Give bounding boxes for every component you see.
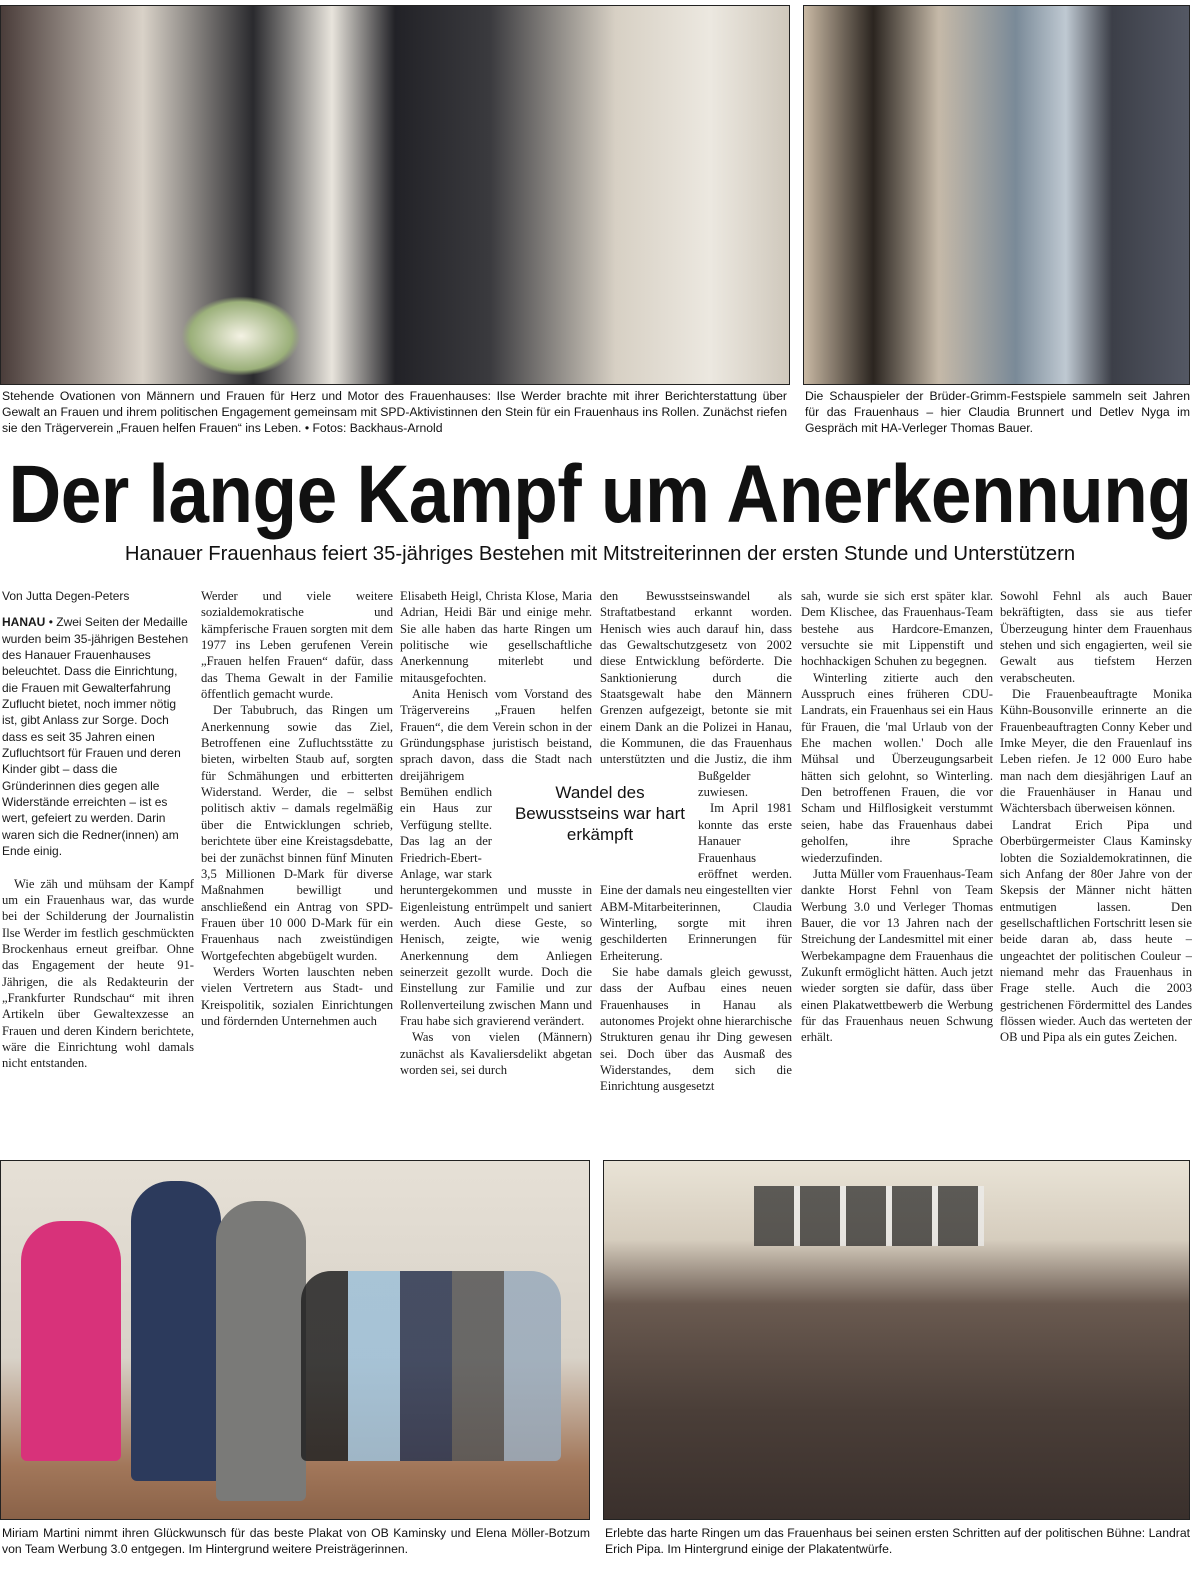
subheadline: Hanauer Frauenhaus feiert 35-jähriges Bestehen mit Mitstreiterinnen der ersten Stunde und Unterstützern (124, 543, 1076, 565)
body-paragraph: Der Tabubruch, das Ringen um Anerkennung sowie das Ziel, Betroffenen eine Zufluchtsstätte zu bieten, wirbelten Staub auf, sorgten für Schmähungen und erbitterten Widerstand. Werder, die – selbst politisch aktiv – damals regelmäßig über die Entwicklungen schrieb, berichtete über eine Kreistagsdebatte, bei der zunächst binnen fünf Minuten 3,5 Millionen D-Mark für diverse Maßnahmen bewilligt und anschließend ein Antrag von SPD-Frauen über 10 000 D-Mark für ein Frauenhaus nach zweistündigen Wortgefechten abgebügelt wurden. (201, 703, 393, 963)
body-paragraph: Elisabeth Heigl, Christa Klose, Maria Adrian, Heidi Bär und einige mehr. Sie alle haben das harte Ringen um politische wie gesellschaftliche Anerkennung miterlebt und mitausgefochten. (400, 589, 592, 685)
article-column-3 (400, 588, 592, 1148)
body-paragraph: Jutta Müller vom Frauenhaus-Team dankte Horst Fehnl von Team Werbung 3.0 und Verleger Thomas Bauer, die vor 13 Jahren nach der Streichung der Landesmittel mit einer Werbekampagne dem Frauenhaus die Zukunft ermöglicht hätten. Auch jetzt wieder sorgten sie dafür, dass über einen Plakatwettbewerb die Werbung für das Frauenhaus neuen Schwung erhält. (801, 866, 993, 1045)
photo-actors-conversation (803, 5, 1190, 385)
caption-top-left: Stehende Ovationen von Männern und Frauen für Herz und Motor des Frauenhauses: Ilse Werder brachte mit ihrer Berichterstattung über Gewalt an Frauen und ihrem politischen Engagement gemeinsam mit SPD-Aktivistinnen den Stein für ein Frauenhaus ins Rollen. Zunächst riefen sie den Trägerverein „Frauen helfen Frauen“ ins Leben. • Fotos: Backhaus-Arnold (2, 389, 787, 435)
caption-bottom-right: Erlebte das harte Ringen um das Frauenhaus bei seinen ersten Schritten auf der politischen Bühne: Landrat Erich Pipa. Im Hintergrund einige der Plakatentwürfe. (605, 1526, 1190, 1556)
article-column-2 (201, 588, 393, 1148)
pull-quote: Wandel des Bewusstseins war hart erkämpft (512, 782, 688, 845)
body-paragraph: Was von vielen (Männern) zunächst als Kavaliersdelikt abgetan worden sei, sei durch (400, 1030, 592, 1077)
caption-bottom-left: Miriam Martini nimmt ihren Glückwunsch für das beste Plakat von OB Kaminsky und Elena Möller-Botzum von Team Werbung 3.0 entgegen. Im Hintergrund weitere Preisträgerinnen. (2, 1526, 590, 1556)
byline: Von Jutta Degen-Peters (2, 589, 130, 603)
body-paragraph: sah, wurde sie sich erst später klar. Dem Klischee, das Frauenhaus-Team bestehe aus Hardcore-Emanzen, versuchte sie mit Lippenstift und hochhackigen Schuhen zu begegnen. (801, 589, 993, 669)
body-paragraph: Sowohl Fehnl als auch Bauer bekräftigten, dass sie aus tiefer Überzeugung hinter dem Frauenhaus stehen und sich engagierten, weil sie Gewalt aus tiefstem Herzen verabscheuten. (1000, 589, 1192, 685)
article-column-4 (600, 588, 792, 1148)
body-paragraph: Werder und viele weitere sozialdemokratische und kämpferische Frauen sorgten mit dem 1977 ins Leben gerufenen Verein „Frauen helfen Frauen“ dafür, dass das Thema Gewalt in der Familie öffentlich gemacht wurde. (201, 589, 393, 702)
article-column-5 (801, 588, 993, 1148)
body-paragraph: Landrat Erich Pipa und Oberbürgermeister Claus Kaminsky lobten die Sozialdemokratinnen, die sich Anfang der 80er Jahre von der Skepsis der Männer nicht hätten entmutigen lassen. Den gesellschaftlichen Fortschritt lesen sie beide daran ab, dass heute – ungeachtet der politischen Couleur – niemand mehr das Frauenhaus in Frage stelle. Auch die 2003 gestrichenen Fördermittel des Landes flössen wieder. Auch das werteten der OB und Pipa als ein gutes Zeichen. (1000, 817, 1192, 1045)
article-column-1 (2, 588, 194, 1148)
photo-audience-speech (603, 1160, 1190, 1520)
article-column-6 (1000, 588, 1192, 1148)
body-paragraph: Im April 1981 konnte das erste Hanauer Frauenhaus eröffnet werden. Eine der damals neu eingestellten vier ABM-Mitarbeiterinnen, Claudia Winterling, sorgte mit ihren geschilderten Erinnerungen für Erheiterung. (600, 801, 792, 963)
body-paragraph: Werders Worten lauschten neben vielen Vertretern aus Stadt- und Kreispolitik, sozialen Einrichtungen und fördernden Unternehmen auch (201, 964, 393, 1028)
photo-poster-award (0, 1160, 590, 1520)
lead-paragraph (2, 614, 194, 859)
headline: Der lange Kampf um Anerkennung (8, 449, 1192, 540)
body-paragraph: Sie habe damals gleich gewusst, dass der Aufbau eines neuen Frauenhauses in Hanau als autonomes Projekt ohne hierarchische Strukturen genau ihr Ding gewesen sei. Doch über das Ausmaß des Widerstandes, dem sich die Einrichtung ausgesetzt (600, 964, 792, 1094)
body-paragraph: Winterling zitierte auch den Ausspruch eines früheren CDU-Landrats, ein Frauenhaus sei ein Haus für Frauen, die 'mal Urlaub von der Ehe machen wollen.' Doch alle Mühsal und Überzeugungsarbeit hätten sich gelohnt, so Winterling. Den betroffenen Frauen, die vor Scham und Hilflosigkeit verstummt seien, habe das Frauenhaus dabei geholfen, ihre Sprache wiederzufinden. (801, 670, 993, 865)
dateline-separator: • (48, 615, 53, 630)
photo-standing-ovation (0, 5, 790, 385)
caption-top-right: Die Schauspieler der Brüder-Grimm-Festspiele sammeln seit Jahren für das Frauenhaus – hier Claudia Brunnert und Detlev Nyga im Gespräch mit HA-Verleger Thomas Bauer. (805, 389, 1190, 435)
body-paragraph: den Bewusstseinswandel als Straftatbestand erkannt worden. Henisch wies auch darauf hin, dass das Gewaltschutzgesetz von 2002 diese Entwicklung beförderte. Die Sanktionierung durch die Staatsgewalt habe den Männern Grenzen aufgezeigt, betonte sie mit einem Dank an die Polizei in Hanau, die Kommunen, die das Frauenhaus unterstützten und die Justiz, die ihm Bußgelder zuwiesen. (600, 589, 792, 800)
dateline: HANAU (2, 615, 46, 630)
body-paragraph: Anita Henisch vom Vorstand des Trägervereins „Frauen helfen Frauen“, die dem Verein schon in der Gründungsphase juristisch beistand, sprach davon, dass die Stadt nach dreijährigem Bemühen endlich ein Haus zur Verfügung stellte. Das lag an der Friedrich-Ebert-Anlage, war stark heruntergekommen und musste in Eigenleistung entrümpelt und saniert werden. Auch diese Geste, so Henisch, zeigte, wie wenig Anerkennung dem Anliegen seinerzeit gezollt wurde. Doch die Einstellung zur Familie und zur Rollenverteilung zwischen Mann und Frau habe sich gravierend verändert. (400, 687, 592, 1028)
body-paragraph: Wie zäh und mühsam der Kampf um ein Frauenhaus war, das wurde bei der Schilderung der Journalistin Ilse Werder im festlich geschmückten Brockenhaus erneut greifbar. Ohne das Engagement der heute 91-Jährigen, die als Redakteurin der „Frankfurter Rundschau“ mit ihren Artikeln über Gewaltexzesse an Frauen und deren Kindern berichtete, wäre die Einrichtung wohl damals nicht entstanden. (2, 876, 194, 1071)
lead-text: Zwei Seiten der Medaille wurden beim 35-jährigen Bestehen des Hanauer Frauenhauses beleuchtet. Dass die Einrichtung, die Frauen mit Gewalterfahrung Zuflucht bietet, noch immer nötig ist, gibt Anlass zur Sorge. Doch dass es seit 35 Jahren einen Zufluchtsort für Frauen und deren Kinder gibt – dass die Gründerinnen dies gegen alle Widerstände erreichten – ist es wert, gefeiert zu werden. Darin waren sich die Redner(innen) am Ende einig. (2, 615, 189, 859)
body-paragraph: Die Frauenbeauftragte Monika Kühn-Bousonville erinnerte an die Frauenbeauftragten Conny Keber und Imke Meyer, die den Frauenlauf ins Leben riefen. Je 12 000 Euro habe man nach dem diesjährigen Lauf an die Frauenhäuser in Hanau und Wächtersbach überweisen können. (1000, 687, 1192, 816)
